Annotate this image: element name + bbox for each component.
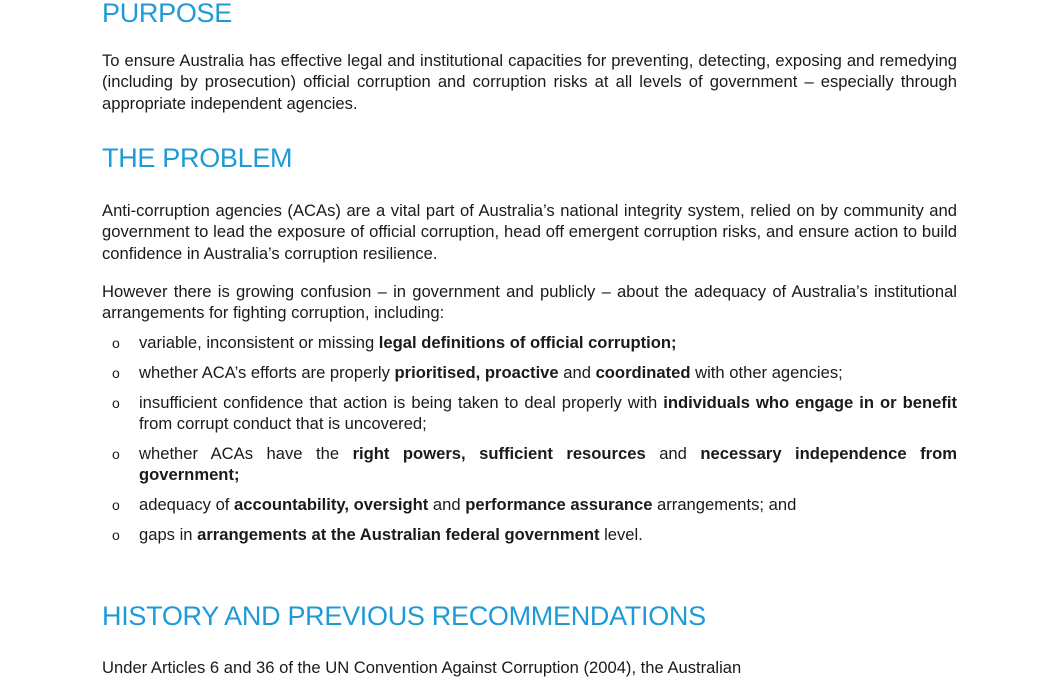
bullet-bold-text: prioritised, proactive (394, 362, 559, 382)
bullet-bold-text: right powers, sufficient resources (352, 443, 646, 463)
bullet-icon: o (112, 445, 120, 462)
bullet-text: and (558, 362, 596, 382)
bullet-bold-text: coordinated (595, 362, 691, 382)
list-item (102, 443, 957, 486)
bullet-bold-text: individuals who engage in or benefit (663, 392, 957, 412)
problem-paragraph-1: Anti-corruption agencies (ACAs) are a vital part of Australia’s national integrity system, relied on by community and government to lead the exposure of official corruption, head off emergent corruption risks, and ensure action to build confidence in Australia’s corruption resilience. (102, 201, 957, 263)
bullet-icon: o (112, 335, 120, 351)
bullet-bold-text: arrangements at the Australian federal government (197, 524, 600, 544)
bullet-text: gaps in (139, 524, 198, 544)
bullet-bold-text: necessary independence from government; (139, 443, 957, 485)
bullet-text: and (428, 495, 466, 514)
problem-bullet-list (102, 332, 957, 554)
list-item (102, 392, 957, 435)
section-heading-history: HISTORY AND PREVIOUS RECOMMENDATIONS (102, 601, 706, 631)
list-item (102, 362, 957, 383)
list-item (102, 332, 957, 353)
section-heading-problem: THE PROBLEM (102, 143, 293, 173)
bullet-icon: o (112, 497, 120, 513)
list-item (102, 524, 957, 545)
bullet-text: whether ACAs have the (139, 443, 353, 463)
bullet-bold-text: performance assurance (465, 495, 653, 514)
bullet-text: from corrupt conduct that is uncovered; (139, 414, 427, 433)
history-paragraph: Under Articles 6 and 36 of the UN Convention Against Corruption (2004), the Australian (102, 658, 742, 677)
list-item (102, 494, 957, 515)
bullet-icon: o (112, 364, 120, 381)
bullet-text: level. (599, 524, 643, 544)
bullet-text: adequacy of (139, 495, 235, 514)
bullet-icon: o (112, 526, 120, 543)
bullet-text: insufficient confidence that action is being taken to deal properly with (139, 392, 664, 412)
bullet-icon: o (112, 394, 120, 411)
bullet-text: and (645, 443, 701, 463)
purpose-paragraph: To ensure Australia has effective legal and institutional capacities for preventing, detecting, exposing and remedying (including by prosecution) official corruption and corruption risks at all levels of government – especially through appropriate independent agencies. (102, 51, 957, 113)
bullet-bold-text: accountability, oversight (234, 495, 429, 514)
bullet-text: whether ACA’s efforts are properly (139, 362, 395, 382)
bullet-bold-text: legal definitions of official corruption; (378, 333, 677, 352)
section-heading-purpose: PURPOSE (102, 0, 232, 28)
bullet-text: with other agencies; (690, 362, 843, 382)
bullet-text: variable, inconsistent or missing (139, 333, 379, 352)
bullet-text: arrangements; and (652, 495, 797, 514)
problem-paragraph-2: However there is growing confusion – in government and publicly – about the adequacy of Australia’s institutional arrangements for fighting corruption, including: (102, 282, 957, 323)
